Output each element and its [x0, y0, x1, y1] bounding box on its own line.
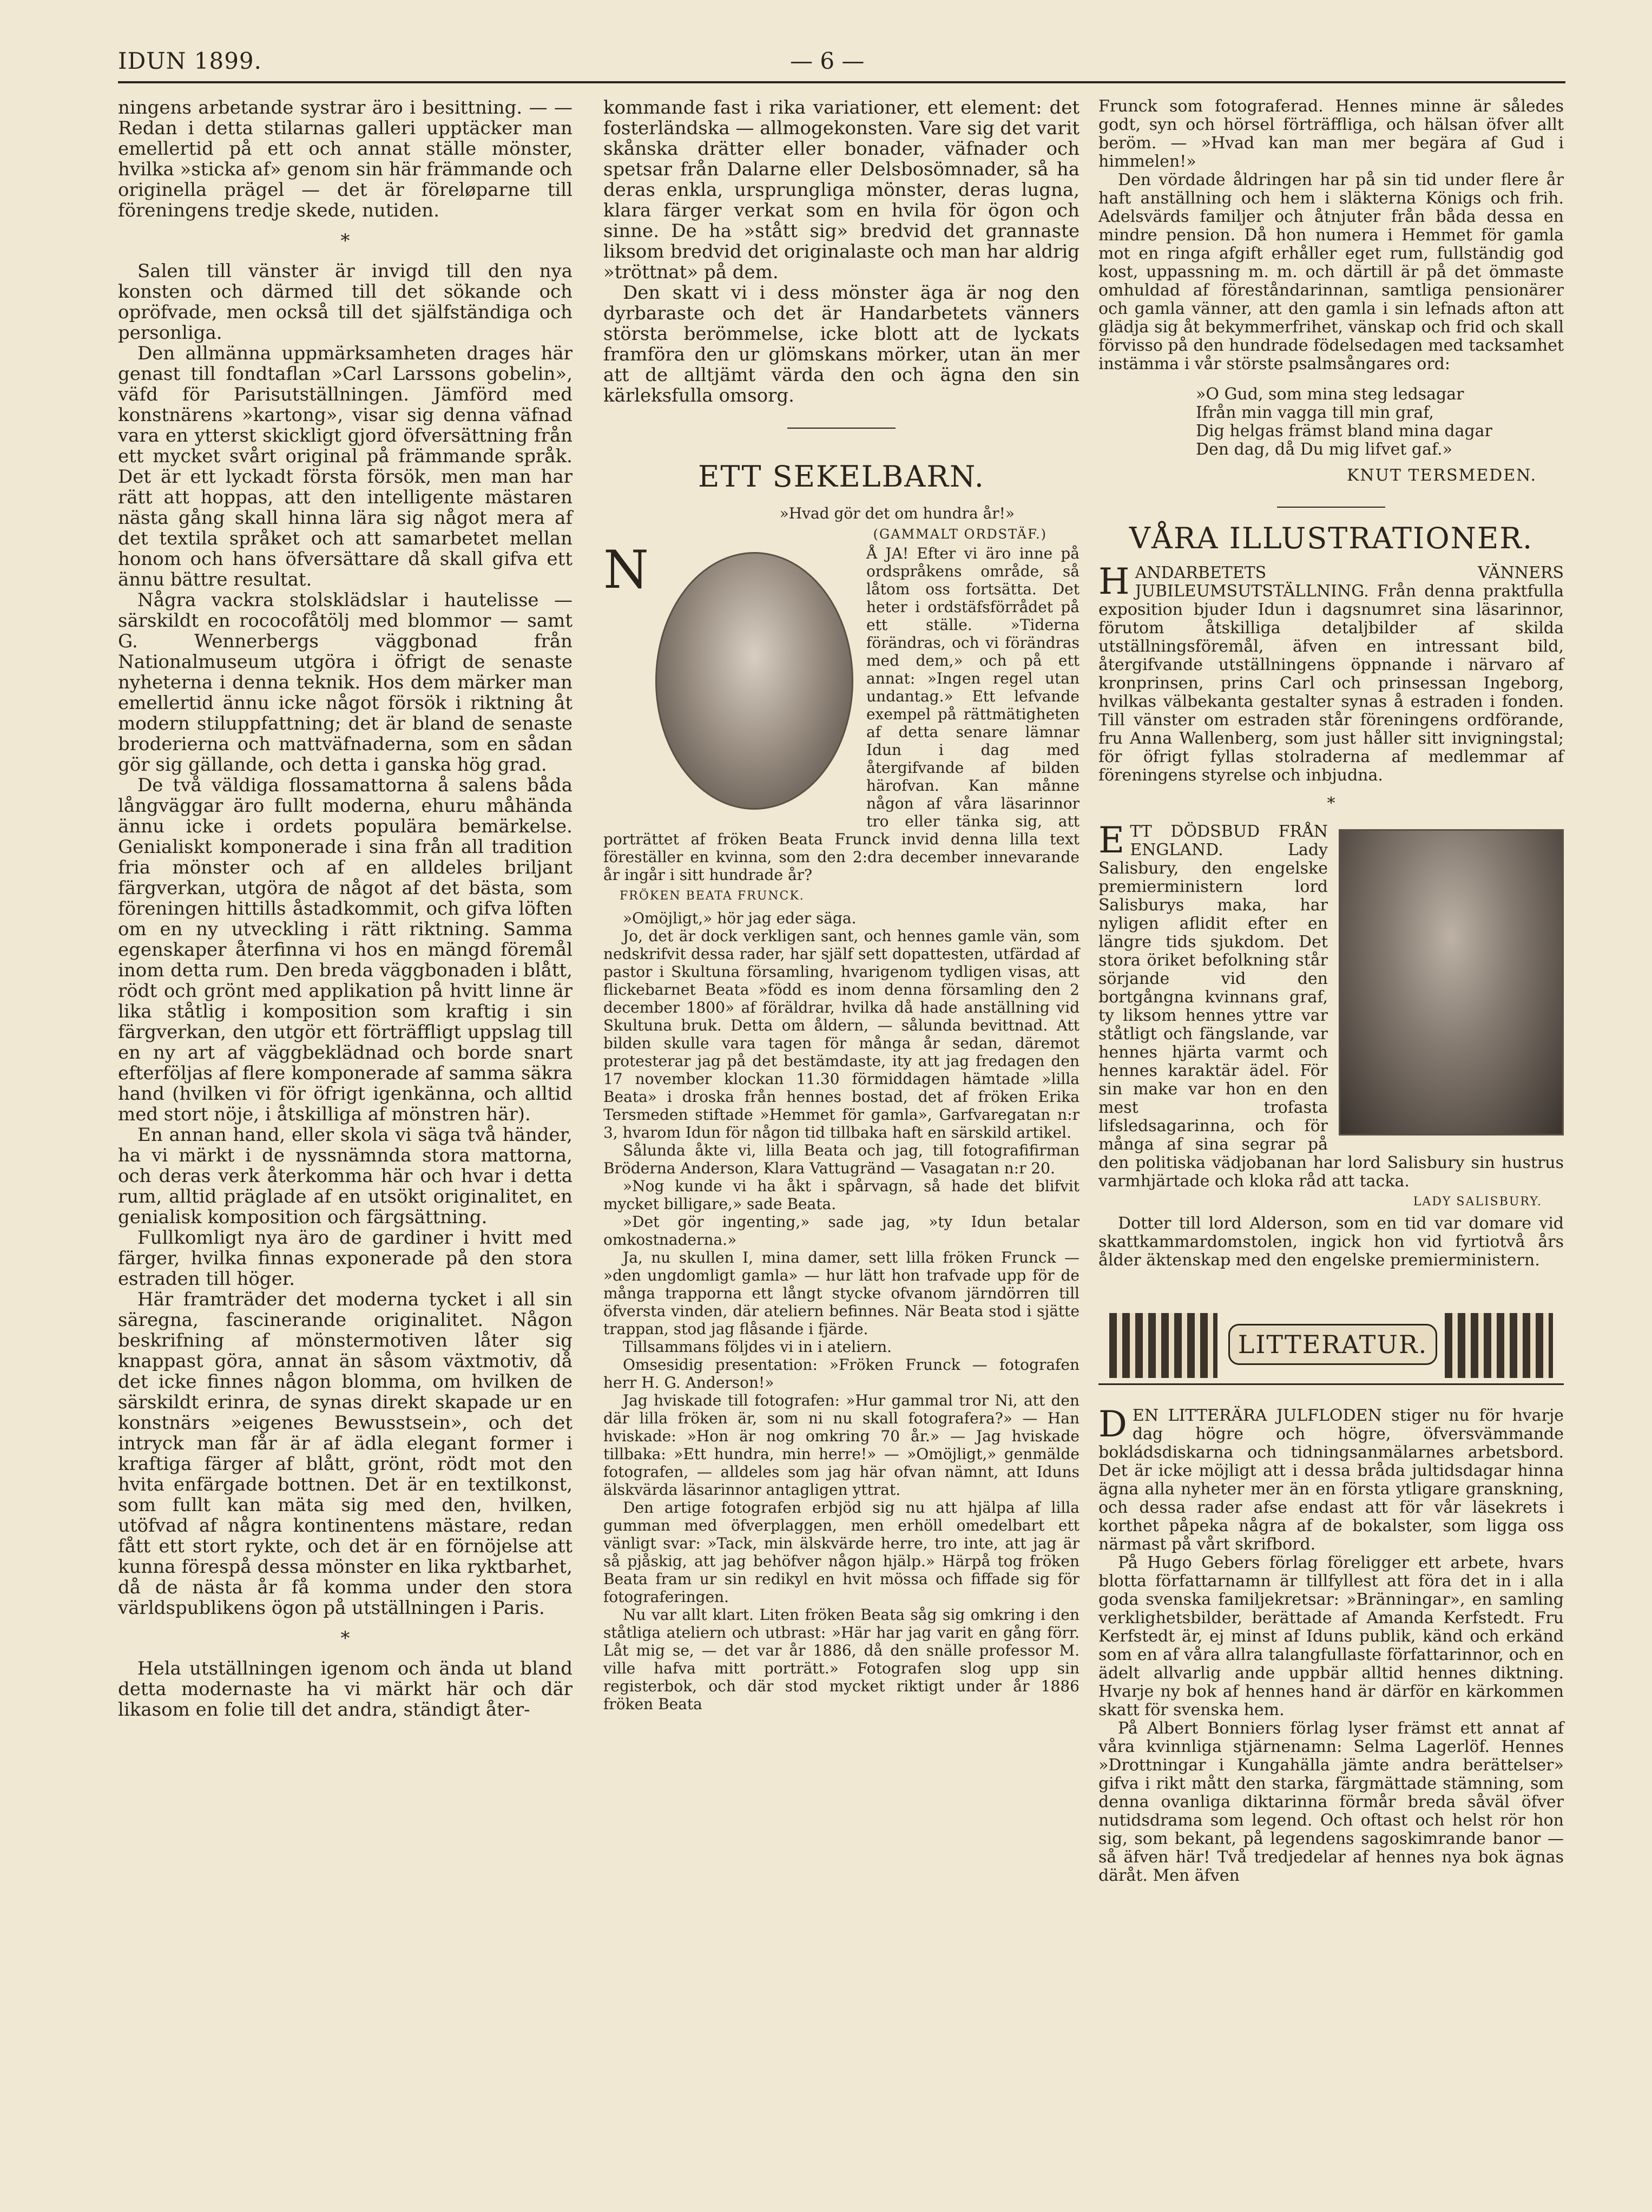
- paragraph: Nu var allt klart. Liten fröken Beata såg sig omkring i den ståtliga ateliern och utbrast: »Här har jag varit en gång förr. Låt mig se, — det var år 1886, då den snälle professor M. ville hafva mitt porträtt.» Fotografen slog upp sin registerbok, och där stod mycket riktigt under år 1886 fröken Beata: [603, 1606, 1080, 1713]
- verse-line: Ifrån min vagga till min graf,: [1196, 403, 1434, 422]
- section-star: *: [340, 230, 350, 252]
- paragraph: Den allmänna uppmärksamheten drages här genast till fondtaflan »Carl Larssons gobelin», väfd för Parisutställningen. Jämförd med konstnärens »kartong», visar sig denna väfnad vara en ytterst skickligt gjord öfversättning från ett mycket svårt original på främmande språk. Det är ett lyckadt första försök, men man har rätt att hoppas, att den intelligente mästaren nästa gång skall hinna lära sig något mera af det textila språket och att samarbetet mellan honom och hans öfversättare då skall gifva ett ännu bättre resultat.: [118, 343, 572, 590]
- section-star: *: [340, 1627, 350, 1649]
- paragraph: Salen till vänster är invigd till den nya konsten och därmed till det sökande och opröfvade, men också till det själfständiga och personliga.: [118, 260, 572, 344]
- epigraph-source: (GAMMALT ORDSTÄF.): [873, 527, 1047, 542]
- paragraph: Den skatt vi i dess mönster äga är nog den dyrbaraste och det är Handarbetets vänners största berömmelse, icke blott att de lyckats framföra den ur glömskans mörker, utan än mer att de alltjämt värda den och ägna den sin kärleksfulla omsorg.: [603, 282, 1080, 406]
- paragraph: Några vackra stolsklädslar i hautelisse — särskildt en rococofåtölj med blommor — samt G. Wennerbergs väggbonad från Nationalmuseum utgöra i öfrigt de senaste nyheterna i denna teknik. Hos dem märker man emellertid ännu icke något försök i riktning åt modern stiluppfattning; det är bland de senaste broderierna och mattväfnaderna, som en sådan gör sig gällande, och detta i ganska hög grad.: [118, 589, 572, 776]
- verse-line: Dig helgas främst bland mina dagar: [1196, 422, 1492, 441]
- paragraph: På Hugo Gebers förlag föreligger ett arbete, hvars blotta författarnamn är tillfyllest att föra det in i alla goda svenska familjekretsar: »Bränningar», en samling verklighetsbilder, berättade af Amanda Kerfstedt. Fru Kerfstedt är, ej minst af Iduns publik, känd och erkänd som en af våra allra talangfullaste författarinnor, och en ädelt allvarlig ande uppbär alltid hennes diktning. Hvarje ny bok af hennes hand är därför en kärkommen skatt för svenska hem.: [1098, 1553, 1564, 1719]
- column-2: [603, 97, 1080, 1713]
- article-heading: ETT SEKELBARN.: [698, 460, 985, 494]
- journal-title: IDUN 1899.: [118, 48, 262, 74]
- paragraph: Jo, det är dock verkligen sant, och hennes gamle vän, som nedskrifvit dessa rader, har själf sett dopattesten, utfärdad af pastor i Skultuna församling, hvarigenom tydligen visas, att flickebarnet Beata »född es inom denna församling den 2 december 1800» af föräldrar, hvilka då hade anställning vid Skultuna bruk. Detta om åldern, — sålunda bevittnad. Att bilden skulle vara tagen för många år sedan, däremot protesterar jag på det bestämdaste, ity att jag fredagen den 17 november klockan 11.30 förmiddagen hämtade »lilla Beata» i droska från hennes bostad, det af fröken Erika Tersmeden stiftade »Hemmet för gamla», Garfvaregatan n:r 3, hvarom Idun för någon tid tillbaka haft en särskild artikel.: [603, 927, 1080, 1141]
- paragraph: [1098, 561, 1564, 785]
- paragraph: Här framträder det moderna tycket i all sin säregna, fascinerande originalitet. Någon beskrifning af mönstermotiven låter sig knappast göra, annat än såsom växtmotiv, då det icke finnes någon blomma, om hvilken de särskildt erinra, de synas direkt skapade ur en konstnärs »eigenes Bewusstsein», och det intryck man får är af ädla elegant former i kraftiga färger af blått, grönt, rödt mot den hvita enfärgade bottnen. Det är en textilkonst, som fullt kan mäta sig med den, hvilken, utöfvad af några kontinentens mästare, redan fått ett stort rykte, och det är en förnöjelse att kunna förespå dessa mönster en lika ryktbarhet, då de nästa år få komma under den stora världspublikens ögon på utställningen i Paris.: [118, 1289, 572, 1619]
- photo-caption: LADY SALISBURY.: [1413, 1195, 1542, 1209]
- paragraph: Dotter till lord Alderson, som en tid var domare vid skattkammardomstolen, ingick hon vid fyrtiotvå års ålder äktenskap med den engelske premierministern.: [1098, 1214, 1564, 1270]
- paragraph: Omsesidig presentation: »Fröken Frunck — fotografen herr H. G. Anderson!»: [603, 1356, 1080, 1391]
- article-body: [603, 540, 1080, 1713]
- photo-caption: FRÖKEN BEATA FRUNCK.: [620, 889, 805, 903]
- dropcap: N: [603, 540, 649, 600]
- column-3: [1098, 97, 1564, 1885]
- paragraph: Jag hviskade till fotografen: »Hur gammal tror Ni, att den där lilla fröken är, som ni nu skall fotografera?» — Han hviskade: »Hon är nog omkring 70 år.» — Jag hviskade tillbaka: »Ett hundra, min herre!» — »Omöjligt,» genmälde fotografen, — alldeles som jag här ofvan nämnt, att Iduns älskvärda läsarinnor antagligen yttrat.: [603, 1391, 1080, 1499]
- paragraph: »Nog kunde vi ha åkt i spårvagn, så hade det blifvit mycket billigare,» sade Beata.: [603, 1177, 1080, 1213]
- paragraph: Fullkomligt nya äro de gardiner i hvitt med färger, hvilka finnas exponerade på den stora estraden till höger.: [118, 1227, 572, 1290]
- paragraph: En annan hand, eller skola vi säga två händer, ha vi märkt i de nyssnämnda stora mattorna, och deras verk återkomma här och hvar i detta rum, alltid präglade af en utsökt originalitet, en genialisk komposition och färgsättning.: [118, 1124, 572, 1228]
- paragraph: Sålunda åkte vi, lilla Beata och jag, till fotografifirman Bröderna Anderson, Klara Vattugränd — Vasagatan n:r 20.: [603, 1141, 1080, 1177]
- paragraph: Den artige fotografen erbjöd sig nu att hjälpa af lilla gumman med öfverplaggen, men erhöll omedelbart ett vänligt svar: »Tack, min älskvärde herre, tro inte, att jag är så pjåskig, att jag behöfver någon hjälp.» Härpå tog fröken Beata fram ur sin redikyl en hvit mössa och fiffade sig för fotograferingen.: [603, 1499, 1080, 1606]
- paragraph: Den vördade åldringen har på sin tid under flere år haft anställning och hem i släkterna Königs och frih. Adelsvärds familjer och åtnjuter från båda dessa en mindre pension. Då hon numera i Hemmet för gamla mot en ringa afgift erhåller eget rum, fullständig god kost, uppassning m. m. och därtill är på det ömmaste omhuldad af föreståndarinnan, samtliga pensionärer och gamla vänner, att den gamla i sin lefnads afton att glädja sig åt bekymmerfrihet, vänskap och frid och skall förvisso på den hundrade födelsedagen med tacksamhet instämma i vår störste psalmsångares ord:: [1098, 170, 1564, 373]
- verse-line: Den dag, då Du mig lifvet gaf.»: [1196, 440, 1452, 459]
- column-1: [118, 97, 572, 1720]
- paragraph: Ja, nu skullen I, mina damer, sett lilla fröken Frunck — »den ungdomligt gamla» — hur lätt hon trafvade upp för de många trapporna ett långt stycke ofvanom järndörren till öfversta vinden, där ateliern befinnes. När Beata stod i sjätte trappan, stod jag flåsande i fjärde.: [603, 1249, 1080, 1338]
- verse-line: »O Gud, som mina steg ledsagar: [1196, 385, 1464, 404]
- section-rule: [787, 428, 896, 429]
- section-heading: VÅRA ILLUSTRATIONER.: [1129, 521, 1533, 555]
- paragraph-text: EN LITTERÄRA JULFLODEN stiger nu för hvarje dag högre och högre, öfversvämmande bokládsdiskarna och tidningsanmälarnes arbetsbord. Det är icke möjligt att i dessa bråda jultidsdagar hinna ägna alla nyheter mer än en första ytligare granskning, och dessa rader afse endast att för vår läsekrets i korthet påpeka några af de bokalster, som ligga oss närmast på vårt skrifbord.: [1098, 1406, 1564, 1554]
- epigraph: »Hvad gör det om hundra år!»: [779, 504, 1015, 522]
- paragraph: De två väldiga flossamattorna å salens båda långväggar äro fullt moderna, ehuru måhända ännu icke i ordets populära bemärkelse. Genialiskt komponerade i sina från all tradition fria mönster och af en alldeles briljant färgverkan, utgöra de något af det bästa, som föreningen hittills åstadkommit, och gifva löften om en ny utveckling i rätt riktning. Samma egenskaper återfinna vi hos en mängd föremål inom detta rum. Den breda väggbonaden i blått, rödt och grönt med applikation på hvitt linne är lika ståtlig i komposition som kraftig i sin färgverkan, den utgör ett förträffligt uppslag till en ny art af väggbeklädnad och borde snart efterföljas af flere komponerade af samma säkra hand (hvilken vi för öfrigt igenkänna, och alltid med stort nöje, i åtskilliga af mönstren här).: [118, 774, 572, 1125]
- paragraph: Tillsammans följdes vi in i ateliern.: [623, 1338, 892, 1356]
- paragraph: [1098, 1403, 1564, 1554]
- header-rule: [118, 81, 1565, 83]
- paragraph: ningens arbetande systrar äro i besittning. — — Redan i detta stilarnas galleri upptäcker man emellertid på ett och annat ställe mönster, hvilka »sticka af» genom sin här främmande och originella prägel — det är föreløparne till föreningens tredje skede, nutiden.: [118, 97, 572, 221]
- dropcap: E: [1098, 819, 1125, 861]
- paragraph: Frunck som fotograferad. Hennes minne är således godt, syn och hörsel förträffliga, och hälsan öfver allt beröm. — »Hvad kan man mer begära af Gud i himmelen!»: [1098, 97, 1564, 171]
- portrait-beata-frunck: [655, 552, 853, 810]
- paragraph-text: ANDARBETETS VÄNNERS JUBILEUMSUTSTÄLLNING. Från denna praktfulla exposition bjuder Idun i dagsnumret sina läsarinnor, förutom åtskilliga detaljbilder af skilda utställningsföremål, äfven en intressant bild, återgifvande utställningens öppnande i närvaro af kronprinsen, prins Carl och prinsessan Ingeborg, hvilkas välbekanta gestalter synas å estraden i fonden. Till vänster om estraden står föreningens ordförande, fru Anna Wallenberg, som just håller sitt invigningstal; för öfrigt fyllas stolraderna af medlemmar af föreningens styrelse och inbjudna.: [1098, 563, 1564, 785]
- books-right-icon: [1445, 1313, 1553, 1378]
- paragraph: Å JA! Efter vi äro inne på ordspråkens område, så låtom oss fortsätta. Det heter i ordstäfsförrådet på ett ställe. »Tiderna förändras, och vi förändras med dem,» och på ett annat: »Ingen regel utan undantag.» Ett lefvande exempel på rättmätigheten af detta senare lämnar Idun i dag med återgifvande af bilden härofvan. Kan månne någon af våra läsarinnor tro eller tänka sig, att porträttet af fröken Beata Frunck invid denna lilla text föreställer en kvinna, som den 2:dra december innevarande år ingår i sitt hundrade år?: [603, 544, 1080, 884]
- section-rule: [1277, 507, 1385, 508]
- books-left-icon: [1109, 1313, 1217, 1378]
- litteratur-banner: [1098, 1302, 1564, 1385]
- page-number: — 6 —: [790, 48, 865, 74]
- paragraph: »Det gör ingenting,» sade jag, »ty Idun betalar omkostnaderna.»: [603, 1213, 1080, 1249]
- paragraph: »Omöjligt,» hör jag eder säga.: [623, 909, 857, 927]
- paragraph-text: TT DÖDSBUD FRÅN ENGLAND. Lady Salisbury, den engelske premierministern lord Salisburys maka, har nyligen aflidit efter en längre tids sjukdom. Det stora öriket befolkning står sörjande vid den bortgångna kvinnans graf, ty liksom hennes yttre var ståtligt och fängslande, var hennes hjärta varmt och hennes karaktär ädel. För sin make var hon en den mest trofasta lifsledsagarinna, och för många af sina segrar på den politiska vädjobanan har lord Salisbury sin hustrus varmhjärtade och kloka råd att tacka.: [1098, 822, 1564, 1191]
- obituary-block: [1098, 819, 1564, 1270]
- banner-title: LITTERATUR.: [1228, 1324, 1437, 1365]
- dropcap: D: [1098, 1403, 1127, 1445]
- paragraph: På Albert Bonniers förlag lyser främst ett annat af våra kvinnliga stjärnenamn: Selma Lagerlöf. Hennes »Drottningar i Kungahälla jämte andra berättelser» gifva i rikt mått den starka, färgmättade stämning, som denna ovanliga diktarinna förmår breda såväl öfver nutidsdrama som legend. Och oftast och helst rör hon sig, som bekant, på legendens sagoskimrande banor — så äfven här! Två tredjedelar af hennes nya bok ägnas däråt. Men äfven: [1098, 1719, 1564, 1885]
- portrait-lady-salisbury: [1339, 829, 1564, 1135]
- author-signature: KNUT TERSMEDEN.: [1347, 466, 1537, 485]
- dropcap: H: [1098, 561, 1130, 602]
- paragraph: Hela utställningen igenom och ända ut bland detta modernaste ha vi märkt här och där likasom en folie till det andra, ständigt åter-: [118, 1658, 572, 1721]
- section-star: *: [1327, 794, 1335, 813]
- paragraph: kommande fast i rika variationer, ett element: det fosterländska — allmogekonsten. Vare sig det varit skånska drätter eller bonader, väfnader och spetsar från Dalarne eller Delsbosömnader, så ha deras enkla, ursprungliga mönster, deras lugna, klara färger verkat som en hvila för ögon och sinne. De ha »stått sig» bredvid det grannaste liksom bredvid det originalaste och man har aldrig »tröttnat» på dem.: [603, 97, 1080, 283]
